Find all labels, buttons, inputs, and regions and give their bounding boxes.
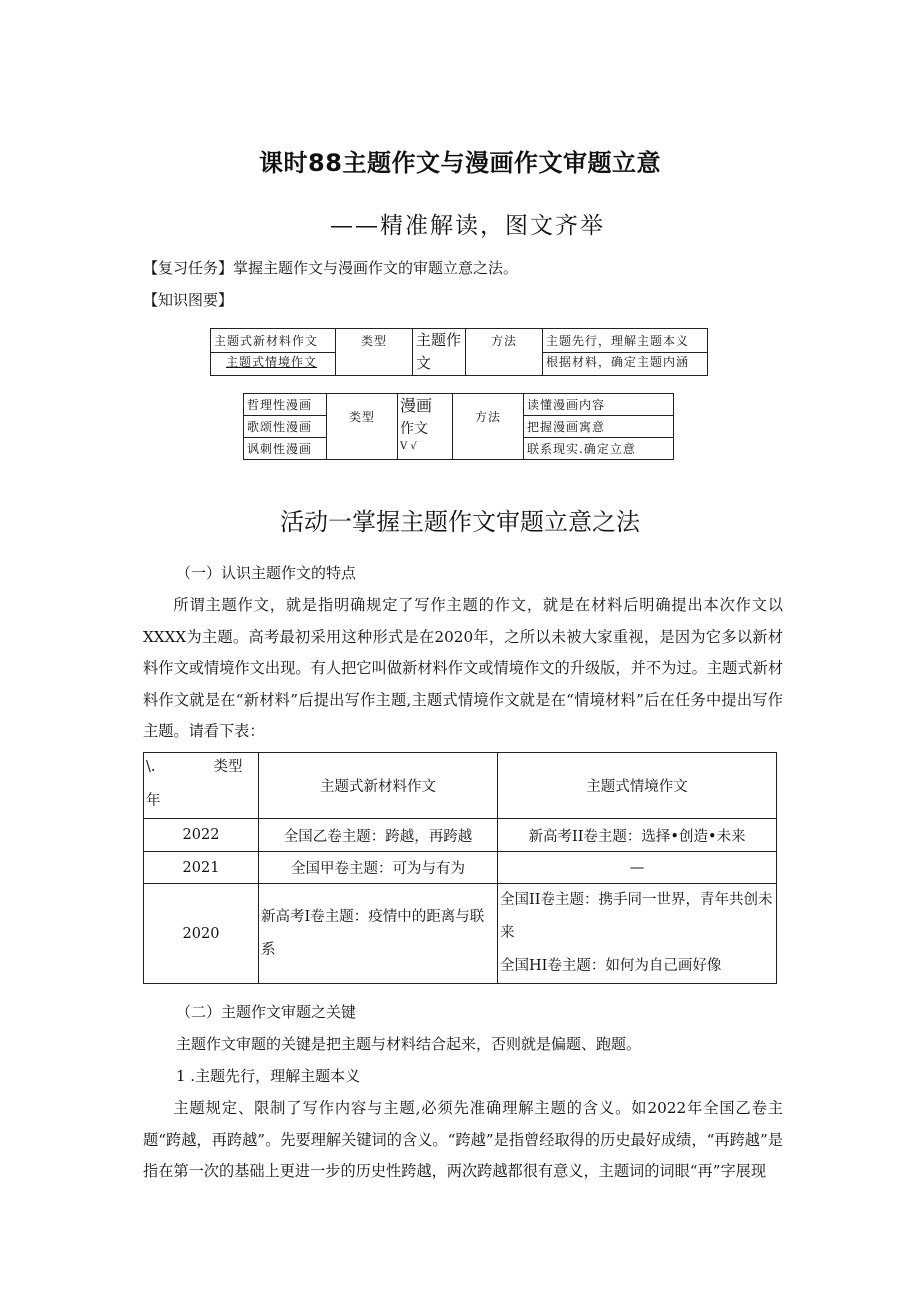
review-task-label: 【复习任务】 bbox=[143, 259, 234, 277]
review-task-text: 掌握主题作文与漫画作文的审题立意之法。 bbox=[233, 259, 519, 277]
column-header-new-material: 主题式新材料作文 bbox=[259, 753, 498, 819]
year-cell: 2020 bbox=[144, 884, 259, 984]
comic-method-2: 把握漫画寓意 bbox=[524, 416, 674, 438]
exam-topics-table bbox=[143, 752, 777, 984]
theme-type-1: 主题式新材料作文 bbox=[211, 329, 336, 353]
new-material-cell: 全国甲卷主题：可为与有为 bbox=[259, 852, 498, 884]
page-title: 课时88主题作文与漫画作文审题立意 bbox=[259, 149, 661, 177]
activity-heading: 活动一掌握主题作文审题立意之法 bbox=[280, 508, 640, 536]
theme-center-label: 主题作文 bbox=[413, 329, 466, 376]
theme-type-2: 主题式情境作文 bbox=[211, 352, 336, 376]
page-subtitle: ——精准解读，图文齐举 bbox=[330, 213, 605, 239]
theme-type-label: 类型 bbox=[336, 329, 413, 376]
comic-method-3: 联系现实.确定立意 bbox=[524, 438, 674, 460]
comic-method-label: 方法 bbox=[453, 394, 524, 460]
section-1-heading: （一）认识主题作文的特点 bbox=[176, 564, 357, 582]
item-1-heading: 1 .主题先行，理解主题本义 bbox=[176, 1067, 361, 1085]
theme-knowledge-table bbox=[210, 328, 708, 376]
comic-method-1: 读懂漫画内容 bbox=[524, 394, 674, 416]
table-row bbox=[144, 819, 777, 852]
comic-knowledge-table bbox=[243, 393, 674, 460]
comic-center-label: 漫画 作文 V √ bbox=[398, 394, 453, 460]
new-material-cell: 全国乙卷主题：跨越，再跨越 bbox=[259, 819, 498, 852]
comic-type-2: 歌颂性漫画 bbox=[244, 416, 327, 438]
review-task bbox=[143, 258, 518, 278]
item-1-paragraph: 主题规定、限制了写作内容与主题,必须先准确理解主题的含义。如2022年全国乙卷主题“跨越，再跨越”。先要理解关键词的含义。“跨越”是指曾经取得的历史最好成绩，“再跨越”是指在第一次的基础上更进一步的历史性跨越，两次跨越都很有意义，主题词的词眼“再”字展现 bbox=[143, 1099, 783, 1180]
comic-type-1: 哲理性漫画 bbox=[244, 394, 327, 416]
year-cell: 2022 bbox=[144, 819, 259, 852]
situational-cell bbox=[498, 884, 777, 984]
situational-entry: 全国HI卷主题：如何为自己画好像 bbox=[500, 958, 722, 974]
situational-cell: 新高考II卷主题：选择•创造•未来 bbox=[498, 819, 777, 852]
section-2-paragraph: 主题作文审题的关键是把主题与材料结合起来，否则就是偏题、跑题。 bbox=[176, 1035, 642, 1053]
table-corner-cell: \. 类型 年 bbox=[144, 753, 259, 819]
table-row bbox=[144, 852, 777, 884]
situational-cell: — bbox=[498, 852, 777, 884]
new-material-cell: 新高考I卷主题：疫情中的距离与联系 bbox=[259, 884, 498, 984]
section-1-paragraph: 所谓主题作文，就是指明确规定了写作主题的作文，就是在材料后明确提出本次作文以XXXX为主题。高考最初采用这种形式是在2020年，之所以未被大家重视，是因为它多以新材料作文或情境作文出现。有人把它叫做新材料作文或情境作文的升级版，并不为过。主题式新材料作文就是在“新材料”后提出写作主题,主题式情境作文就是在“情境材料”后在任务中提出写作主题。请看下表： bbox=[143, 596, 783, 740]
theme-method-1: 主题先行，理解主题本义 bbox=[543, 329, 708, 353]
theme-method-2: 根据材料，确定主题内涵 bbox=[543, 352, 708, 376]
comic-type-3: 讽刺性漫画 bbox=[244, 438, 327, 460]
theme-method-label: 方法 bbox=[466, 329, 543, 376]
comic-type-label: 类型 bbox=[327, 394, 398, 460]
table-row bbox=[144, 884, 777, 984]
column-header-situational: 主题式情境作文 bbox=[498, 753, 777, 819]
section-2-heading: （二）主题作文审题之关键 bbox=[176, 1003, 357, 1021]
situational-entry: 全国II卷主题：携手同一世界，青年共创未来 bbox=[500, 892, 773, 941]
year-cell: 2021 bbox=[144, 852, 259, 884]
knowledge-label: 【知识图要】 bbox=[143, 291, 234, 309]
